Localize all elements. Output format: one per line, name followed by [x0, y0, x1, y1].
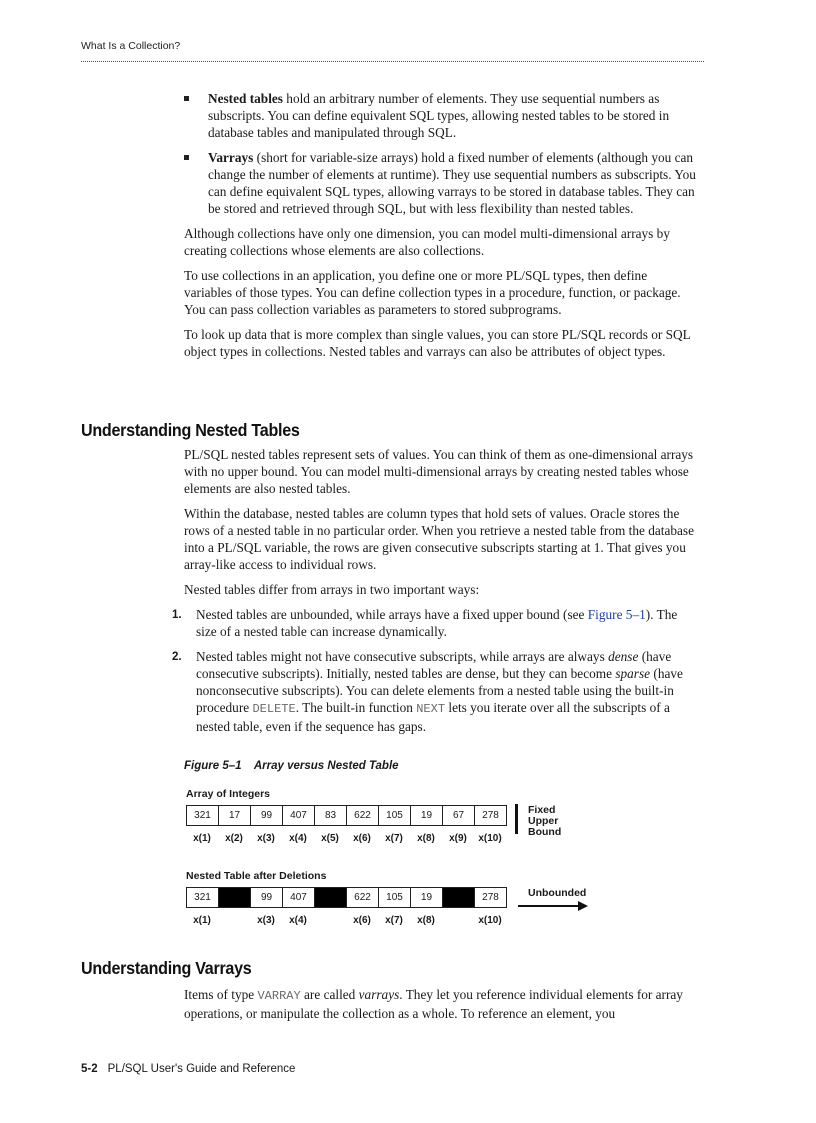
subscript-label: x(10) — [478, 915, 502, 926]
subscript-label: x(7) — [385, 833, 403, 844]
subscript-label: x(8) — [417, 833, 435, 844]
paragraph: To look up data that is more complex than single values, you can store PL/SQL records or SQL object types in collections. Nested tables and varrays can also be attributes of object types. — [184, 327, 691, 359]
array-cell: 278 — [474, 805, 507, 826]
running-head: What Is a Collection? — [81, 40, 181, 52]
bullet-text: (short for variable-size arrays) hold a fixed number of elements (although you can change the number of elements at runtime). They use sequential numbers as subscripts. You can define equivalent SQL types, allowing varrays to be stored in database tables. They can be stored and retrieved through SQL, but with less flexibility than nested tables. — [208, 150, 696, 216]
fixed-bound-line: Fixed — [528, 804, 556, 816]
array-cell: 67 — [442, 805, 475, 826]
unbounded-label: Unbounded — [528, 887, 587, 899]
subscript-label: x(6) — [353, 915, 371, 926]
figure-caption: Figure 5–1 Array versus Nested Table — [184, 760, 399, 772]
code-varray: VARRAY — [257, 989, 301, 1003]
array-cell: 105 — [378, 805, 411, 826]
nested-row — [186, 887, 507, 906]
bullet-text: hold an arbitrary number of elements. They use sequential numbers as subscripts. You can define equivalent SQL types, allowing nested tables to be stored in database tables and manipulated through SQL. — [208, 91, 670, 140]
header-rule — [81, 61, 704, 62]
numbered-item-1 — [172, 606, 696, 640]
subscript-label: x(8) — [417, 915, 435, 926]
nested-cell: 407 — [282, 887, 315, 908]
subscript-label: x(3) — [257, 915, 275, 926]
page-footer — [81, 1063, 295, 1075]
subscript-label: x(5) — [321, 833, 339, 844]
bullet-term: Nested tables — [208, 91, 283, 106]
paragraph: Although collections have only one dimension, you can model multi-dimensional arrays by creating collections whose elements are also collections. — [184, 226, 670, 258]
subscript-label: x(1) — [193, 833, 211, 844]
bullet-nested-tables — [184, 90, 696, 141]
subscript-label — [314, 915, 346, 926]
subscript-label: x(10) — [478, 833, 502, 844]
intro-section — [184, 90, 696, 360]
array-cell: 321 — [186, 805, 219, 826]
numbered-item-2 — [172, 648, 696, 735]
varrays-section — [184, 986, 696, 1022]
term-sparse: sparse — [615, 666, 651, 681]
array-cell: 99 — [250, 805, 283, 826]
fixed-bound-line: Bound — [528, 826, 562, 838]
item-text: . The built-in function — [295, 700, 417, 715]
item-number: 1. — [172, 609, 182, 621]
bullet-term: Varrays — [208, 150, 254, 165]
book-title: PL/SQL User's Guide and Reference — [107, 1063, 296, 1075]
item-text: (have nonconsecutive subscripts). You can delete elements from a nested table using the built-in procedure — [196, 666, 683, 715]
array-cell: 407 — [282, 805, 315, 826]
item-text: Nested tables might not have consecutive subscripts, while arrays are always — [196, 649, 609, 664]
code-next: NEXT — [416, 702, 446, 716]
nested-subscripts — [186, 915, 506, 926]
nested-cell: 19 — [410, 887, 443, 908]
item-text: lets you iterate over all the subscripts of a nested table, even if the sequence has gaps. — [196, 700, 670, 734]
subscript-label: x(7) — [385, 915, 403, 926]
deleted-cell — [314, 887, 347, 908]
deleted-cell — [218, 887, 251, 908]
item-text: Nested tables are unbounded, while arrays have a fixed upper bound (see — [196, 607, 588, 622]
section-heading-nested-tables: Understanding Nested Tables — [81, 420, 300, 440]
nested-label: Nested Table after Deletions — [186, 870, 327, 882]
code-delete: DELETE — [252, 702, 296, 716]
item-text: (have consecutive subscripts). Initially, nested tables are dense, but they can become — [196, 649, 672, 681]
subscript-label — [218, 915, 250, 926]
bullet-icon — [184, 96, 189, 101]
subscript-label: x(4) — [289, 915, 307, 926]
fixed-bound-line: Upper — [528, 815, 559, 827]
nested-cell: 99 — [250, 887, 283, 908]
bullet-varrays — [184, 149, 696, 217]
paragraph: Nested tables differ from arrays in two important ways: — [184, 582, 480, 597]
nested-cell: 105 — [378, 887, 411, 908]
array-cell: 83 — [314, 805, 347, 826]
term-dense: dense — [608, 649, 639, 664]
array-label: Array of Integers — [186, 788, 271, 800]
unbounded-arrow-icon — [518, 900, 590, 912]
subscript-label: x(3) — [257, 833, 275, 844]
nested-cell: 278 — [474, 887, 507, 908]
deleted-cell — [442, 887, 475, 908]
nested-cell: 321 — [186, 887, 219, 908]
bullet-icon — [184, 155, 189, 160]
paragraph: PL/SQL nested tables represent sets of values. You can think of them as one-dimensional arrays with no upper bound. You can model multi-dimensional arrays by creating nested tables whose elements are also nested tables. — [184, 447, 694, 496]
array-cell: 622 — [346, 805, 379, 826]
figure-link[interactable]: Figure 5–1 — [587, 607, 646, 622]
paragraph-text: Items of type — [184, 987, 258, 1002]
nested-cell: 622 — [346, 887, 379, 908]
array-row — [186, 805, 507, 824]
paragraph-text: . They let you reference individual elements for array operations, or manipulate the collection as a whole. To reference an element, you — [184, 987, 683, 1021]
nested-tables-section — [172, 446, 696, 735]
subscript-label: x(1) — [193, 915, 211, 926]
subscript-label: x(2) — [225, 833, 243, 844]
array-subscripts — [186, 833, 506, 844]
item-text: ). The size of a nested table can increase dynamically. — [196, 607, 678, 639]
array-cell: 17 — [218, 805, 251, 826]
section-heading-varrays: Understanding Varrays — [81, 958, 252, 978]
array-cell: 19 — [410, 805, 443, 826]
paragraph: Within the database, nested tables are column types that hold sets of values. Oracle stores the rows of a nested table in no particular order. When you retrieve a nested table from the database into a PL/SQL variable, the rows are given consecutive subscripts starting at 1. That gives you array-like access to individual rows. — [184, 506, 695, 572]
subscript-label: x(6) — [353, 833, 371, 844]
subscript-label: x(9) — [449, 833, 467, 844]
fixed-bound-bar — [515, 804, 518, 834]
subscript-label: x(4) — [289, 833, 307, 844]
fixed-bound-label — [528, 805, 561, 838]
paragraph — [184, 986, 696, 1022]
paragraph: To use collections in an application, you define one or more PL/SQL types, then define variables of those types. You can define collection types in a procedure, function, or package. You can pass collection variables as parameters to stored subprograms. — [184, 268, 681, 317]
page-number: 5-2 — [81, 1063, 98, 1075]
paragraph-text: are called — [300, 987, 359, 1002]
item-number: 2. — [172, 651, 182, 663]
subscript-label — [442, 915, 474, 926]
term-varrays: varrays — [358, 987, 400, 1002]
